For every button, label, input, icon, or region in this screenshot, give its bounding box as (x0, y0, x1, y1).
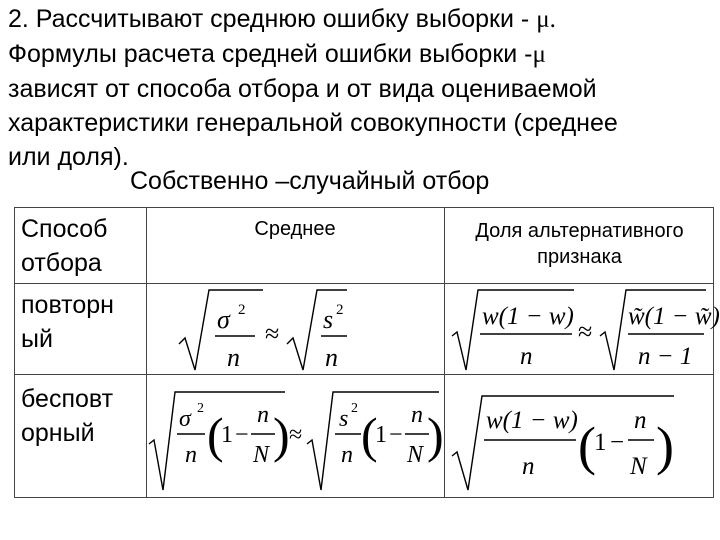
header-share-line2: признака (537, 246, 622, 268)
paren-close: ) (427, 407, 444, 463)
numerator-n: n (411, 402, 423, 428)
denominator-n: n (185, 442, 197, 468)
sigma-symbol: σ (179, 406, 191, 432)
intro-line-1-text: 2. Рассчитывают среднюю ошибку выборки - (8, 5, 537, 33)
row-repeated-label-line1: повторн (21, 291, 114, 319)
s-symbol: s (339, 406, 349, 432)
sigma-symbol: σ (217, 305, 230, 334)
paren-open: ( (578, 416, 596, 476)
intro-line-2 (8, 37, 714, 72)
exponent-2: 2 (336, 302, 344, 318)
paren-close: ) (273, 407, 290, 463)
intro-text (8, 2, 714, 174)
header-share-line1: Доля альтернативного (475, 220, 684, 242)
minus-sign: − (235, 422, 249, 448)
approx-sign: ≈ (578, 317, 593, 346)
row-repeated-label-line2: ый (21, 325, 53, 353)
exponent-2: 2 (238, 302, 246, 318)
denominator-n-minus-1: n − 1 (638, 343, 693, 370)
intro-line-4: характеристики генеральной совокупности (среднее (8, 109, 618, 137)
table-divider-row1 (15, 283, 713, 284)
one-symbol: 1 (375, 422, 387, 448)
denominator-n: n (325, 343, 338, 372)
formula-repeated-share (448, 286, 720, 374)
formula-nonrepeated-mean (147, 378, 443, 496)
intro-line-2-text: Формулы расчета средней ошибки выборки - (8, 40, 533, 68)
header-mean: Среднее (254, 218, 336, 240)
header-method-line1: Способ (21, 215, 108, 243)
formula-nonrepeated-share (448, 382, 710, 496)
denominator-n: n (520, 343, 533, 370)
minus-sign: − (389, 422, 403, 448)
intro-line-1 (8, 2, 714, 37)
numerator-w: w(1 − w) (482, 303, 574, 330)
minus-sign: − (610, 429, 625, 456)
section-subtitle: Собственно –случайный отбор (130, 167, 490, 195)
paren-close: ) (656, 416, 674, 476)
one-symbol: 1 (221, 422, 233, 448)
formula-repeated-mean (175, 286, 350, 374)
table-divider-row2 (15, 374, 713, 375)
exponent-2: 2 (351, 401, 358, 416)
approx-sign: ≈ (265, 319, 280, 348)
formula-table (14, 207, 720, 498)
one-symbol: 1 (594, 429, 607, 456)
row-nonrepeated-label-line2: орный (21, 419, 95, 447)
mu-symbol-1: μ. (536, 6, 556, 33)
denominator-n: n (227, 343, 240, 372)
header-method-line2: отбора (21, 249, 102, 277)
approx-sign: ≈ (289, 422, 303, 448)
exponent-2: 2 (197, 401, 204, 416)
paren-open: ( (361, 407, 378, 463)
intro-line-5: или доля). (8, 143, 129, 171)
denominator-N: N (253, 442, 270, 468)
denominator-N: N (407, 442, 424, 468)
numerator-n: n (634, 407, 647, 434)
numerator-w-tilde: w̃(1 − w̃) (628, 303, 720, 330)
s-symbol: s (323, 305, 334, 334)
denominator-n: n (341, 442, 353, 468)
row-nonrepeated-label-line1: бесповт (21, 385, 114, 413)
intro-line-3: зависят от способа отбора и от вида оцениваемой (8, 75, 597, 103)
numerator-n: n (257, 402, 269, 428)
paren-open: ( (207, 407, 224, 463)
denominator-n: n (522, 453, 535, 480)
denominator-N: N (630, 453, 647, 480)
mu-symbol-2: μ (532, 41, 546, 68)
numerator-w: w(1 − w) (486, 407, 578, 434)
